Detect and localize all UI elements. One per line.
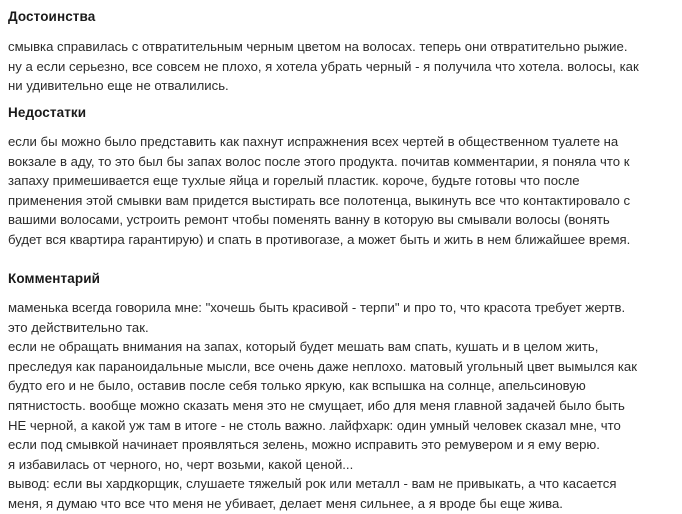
pros-section — [8, 8, 676, 96]
pros-line: ни удивительно еще не отвалились. — [8, 78, 229, 94]
comment-line: пятнистость. вообще можно сказать меня это не смущает, ибо для меня главной задачей было быть — [8, 397, 625, 413]
comment-line: если под смывкой начинает проявляться зелень, можно исправить это ремувером и я ему верю. — [8, 437, 600, 453]
comment-line: вывод: если вы хардкорщик, слушаете тяжелый рок или металл - вам не привыкать, а что касается — [8, 476, 617, 492]
cons-heading: Недостатки — [8, 105, 87, 120]
pros-line: смывка справилась с отвратительным черным цветом на волосах. теперь они отвратительно рыжие. — [8, 39, 628, 54]
comment-line: будто его и не было, оставив после себя только яркую, как вспышка на солнце, апельсиновую — [8, 378, 586, 394]
pros-heading: Достоинства — [8, 9, 96, 24]
comment-section — [8, 270, 676, 514]
comment-line: маменька всегда говорила мне: "хочешь быть красивой - терпи" и про то, что красота требует жертв. — [8, 300, 626, 315]
cons-line: вашими волосами, устроить ремонт чтобы поменять ванну в которую вы смывали волосы (вонять — [8, 212, 610, 228]
comment-text — [8, 298, 676, 514]
comment-heading: Комментарий — [8, 271, 101, 286]
cons-line: если бы можно было представить как пахнут испражнения всех чертей в общественном туалете на — [8, 134, 619, 149]
pros-line: ну а если серьезно, все совсем не плохо, я хотела убрать черный - я получила что хотела. волосы, как — [8, 58, 639, 74]
cons-text — [8, 132, 676, 250]
comment-line: если не обращать внимания на запах, который будет мешать вам спать, кушать и в целом жить, — [8, 339, 599, 355]
comment-line: преследуя как параноидальные мысли, все очень даже неплохо. матовый угольный цвет вымылся как — [8, 358, 637, 374]
cons-section — [8, 104, 676, 250]
cons-line: запаху примешивается еще тухлые яйца и горелый пластик. короче, будьте готовы что после — [8, 173, 580, 189]
pros-text — [8, 37, 676, 96]
comment-line: это действительно так. — [8, 319, 149, 335]
comment-line: меня, я думаю что все что меня не убивает, делает меня сильнее, а я вроде бы еще жива. — [8, 495, 563, 511]
comment-line: НЕ черной, а какой уж там в итоге - не столь важно. лайфхарк: один умный человек сказал мне, что — [8, 417, 621, 433]
cons-line: вокзале в аду, то это был бы запах волос после этого продукта. почитав комментарии, я поняла что к — [8, 153, 630, 169]
cons-line: будет вся квартира гарантирую) и спать в противогазе, а может быть и жить в нем ближайшее время. — [8, 231, 631, 247]
comment-line: я избавилась от черного, но, черт возьми, какой ценой... — [8, 456, 354, 472]
cons-line: применения этой смывки вам придется выстирать все полотенца, выкинуть все что контактировало с — [8, 192, 631, 208]
